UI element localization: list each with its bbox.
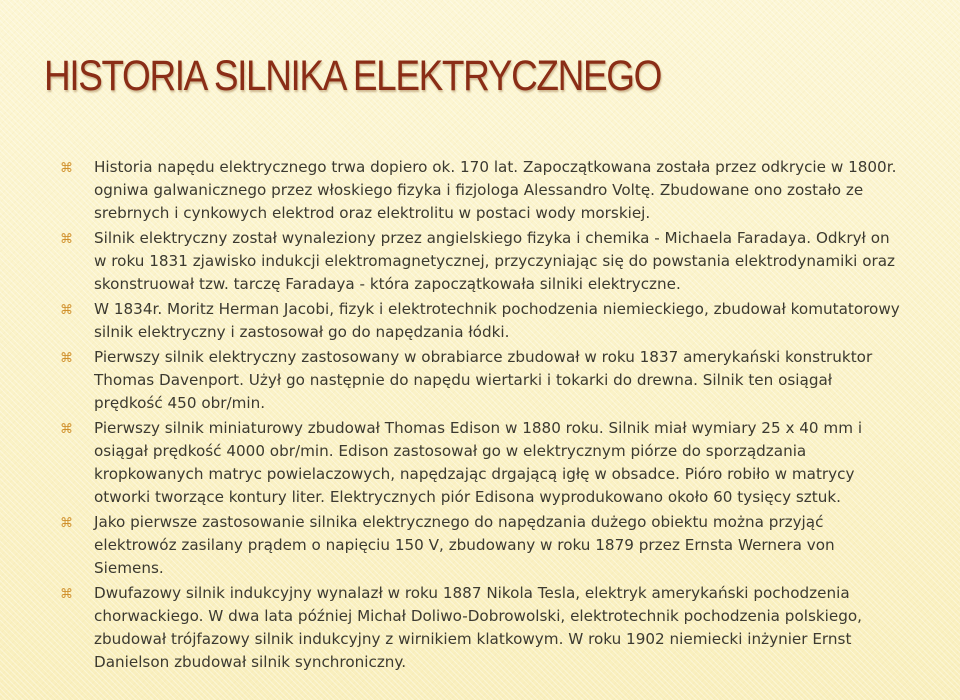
bullet-item [60, 511, 900, 580]
bullet-item [60, 227, 900, 296]
x-mark-bullet-icon: ⌘ [60, 161, 73, 176]
x-mark-bullet-icon: ⌘ [60, 351, 73, 366]
bullet-list [60, 156, 900, 676]
bullet-text: Dwufazowy silnik indukcyjny wynalazł w roku 1887 Nikola Tesla, elektryk amerykański pochodzenia chorwackiego. W dwa lata później Michał Doliwo-Dobrowolski, elektrotechnik pochodzenia polskiego, zbudował trójfazowy silnik indukcyjny z wirnikiem klatkowym. W roku 1902 niemiecki inżynier Ernst Danielson zbudował silnik synchroniczny. [94, 584, 862, 671]
bullet-item [60, 346, 900, 415]
bullet-text: Historia napędu elektrycznego trwa dopiero ok. 170 lat. Zapoczątkowana została przez odkrycie w 1800r. ogniwa galwanicznego przez włoskiego fizyka i fizjologa Alessandro Voltę. Zbudowane ono zostało ze srebrnych i cynkowych elektrod oraz elektrolitu w postaci wody morskiej. [94, 158, 897, 222]
bullet-text: Pierwszy silnik miniaturowy zbudował Thomas Edison w 1880 roku. Silnik miał wymiary 25 x 40 mm i osiągał prędkość 4000 obr/min. Edison zastosował go w elektrycznym piórze do sporządzania kropkowanych matryc powielaczowych, napędzając drgającą igłę w obsadce. Pióro robiło w matrycy otworki tworzące kontury liter. Elektrycznych piór Edisona wyprodukowano około 60 tysięcy sztuk. [94, 419, 863, 506]
bullet-text: Silnik elektryczny został wynaleziony przez angielskiego fizyka i chemika - Michaela Faradaya. Odkrył on w roku 1831 zjawisko indukcji elektromagnetycznej, przyczyniając się do powstania elektrodynamiki oraz skonstruował tzw. tarczę Faradaya - która zapoczątkowała silniki elektryczne. [94, 229, 896, 293]
bullet-item [60, 582, 900, 674]
x-mark-bullet-icon: ⌘ [60, 303, 73, 318]
x-mark-bullet-icon: ⌘ [60, 232, 73, 247]
x-mark-bullet-icon: ⌘ [60, 587, 73, 602]
bullet-text: Jako pierwsze zastosowanie silnika elektrycznego do napędzania dużego obiektu można przyjąć elektrowóz zasilany prądem o napięciu 150 V, zbudowany w roku 1879 przez Ernsta Wernera von Siemens. [94, 513, 835, 577]
bullet-item [60, 298, 900, 344]
bullet-item [60, 156, 900, 225]
x-mark-bullet-icon: ⌘ [60, 422, 73, 437]
bullet-text: Pierwszy silnik elektryczny zastosowany w obrabiarce zbudował w roku 1837 amerykański konstruktor Thomas Davenport. Użył go następnie do napędu wiertarki i tokarki do drewna. Silnik ten osiągał prędkość 450 obr/min. [94, 348, 873, 412]
bullet-text: W 1834r. Moritz Herman Jacobi, fizyk i elektrotechnik pochodzenia niemieckiego, zbudował komutatorowy silnik elektryczny i zastosował go do napędzania łódki. [94, 300, 900, 341]
slide-title: HISTORIA SILNIKA ELEKTRYCZNEGO [44, 52, 662, 100]
bullet-item [60, 417, 900, 509]
x-mark-bullet-icon: ⌘ [60, 516, 73, 531]
